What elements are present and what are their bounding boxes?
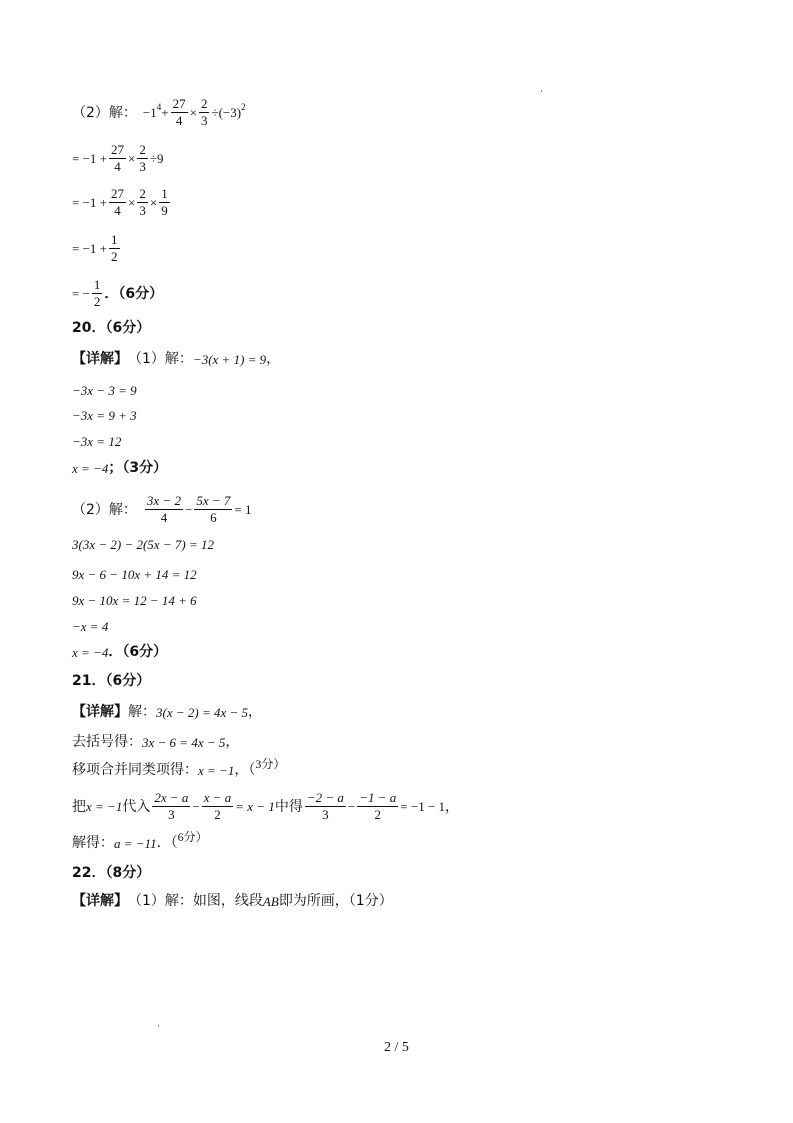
punctuation: ．（ <box>156 835 178 851</box>
equation: x = −1 <box>198 762 235 778</box>
solve-label: 解： <box>128 704 156 720</box>
equation-step: 9x − 6 − 10x + 14 = 12 <box>72 567 197 582</box>
equation: x = −4 <box>72 460 109 476</box>
step-text: 把 <box>72 798 86 815</box>
score-note: 6分） <box>177 830 208 844</box>
equation-step: −3x = 9 + 3 <box>72 408 137 423</box>
punctuation: ， <box>445 798 460 815</box>
step-text: 即为所画，（1分） <box>278 893 393 909</box>
step-text: = −1 + <box>72 241 107 257</box>
step-text: 9 <box>156 151 164 167</box>
fraction: $\frac{5x - 7}{6}$ <box>196 493 231 526</box>
fraction: $\frac{x - a}{2}$ <box>203 790 232 823</box>
step-line <box>72 187 172 219</box>
fraction: $\frac{27}{4}$ <box>111 186 124 219</box>
part2-label: （2）解： <box>72 501 137 518</box>
equation: = −1 − 1 <box>400 799 446 815</box>
times-sign: × <box>128 195 136 211</box>
divide-sign: ÷ <box>211 105 219 121</box>
part2-label: （2）解： <box>72 104 137 121</box>
divide-sign: ÷ <box>149 151 157 167</box>
q21-expand-line <box>72 735 239 749</box>
fraction: $\frac{-2 - a}{3}$ <box>306 790 344 823</box>
times-sign: × <box>149 195 158 211</box>
question-20-title: 20．（6分） <box>72 320 151 336</box>
score-note: ；（3分） <box>108 460 168 476</box>
equation-step: 3(3x − 2) − 2(5x − 7) = 12 <box>72 537 214 552</box>
q21-substitute-line <box>72 791 459 823</box>
equation: = 1 <box>234 502 252 518</box>
part2-problem <box>72 97 246 129</box>
q21-result-line <box>72 830 208 851</box>
score-note: ．（6分） <box>104 285 164 302</box>
step-label: 解得： <box>72 835 114 851</box>
detail-tag: 【详解】 <box>72 351 128 367</box>
step-label: 去括号得： <box>72 734 142 750</box>
part1-label: （1）解： <box>128 351 193 367</box>
minus-sign: − <box>192 799 200 815</box>
expr-term: $-1^4$ <box>142 101 162 121</box>
equation-step: −3x − 3 = 9 <box>72 383 137 398</box>
detail-tag: 【详解】 <box>72 893 128 909</box>
punctuation: ， <box>266 351 281 367</box>
equation-step <box>72 645 167 659</box>
fraction: $\frac{2}{3}$ <box>139 142 146 175</box>
minus-sign: − <box>184 502 193 518</box>
q20-part2-problem <box>72 494 251 526</box>
q21-detail-line <box>72 705 262 719</box>
times-sign: × <box>128 151 136 167</box>
minus-sign: − <box>347 799 356 815</box>
fraction: $\frac{2x - a}{3}$ <box>154 790 189 823</box>
step-text: = −1 + <box>72 151 107 167</box>
detail-tag: 【详解】 <box>72 704 128 720</box>
fraction: $\frac{2}{3}$ <box>139 186 146 219</box>
page-number: 2 / 5 <box>384 1040 409 1055</box>
question-21-title: 21．（6分） <box>72 673 151 689</box>
segment-label: AB <box>262 893 279 909</box>
question-22-title: 22．（8分） <box>72 865 151 881</box>
equation: x = −4 <box>72 644 109 660</box>
times-sign: × <box>189 105 197 121</box>
step-line <box>72 143 163 175</box>
equation-step: −x = 4 <box>72 619 109 634</box>
punctuation: ， <box>248 704 263 720</box>
fraction: $\frac{-1 - a}{2}$ <box>359 790 397 823</box>
fraction: $\frac{1}{2}$ <box>93 277 101 310</box>
step-line <box>72 233 122 265</box>
equation: −3(x + 1) = 9 <box>192 351 267 367</box>
step-label: 移项合并同类项得： <box>72 762 198 778</box>
punctuation: ，（ <box>234 762 256 778</box>
scan-speck <box>158 1025 159 1027</box>
equation-step <box>72 461 167 475</box>
q22-detail-line <box>72 894 393 908</box>
fraction: $\frac{1}{2}$ <box>111 232 118 265</box>
fraction: $\frac{27}{4}$ <box>172 96 186 129</box>
equation: 3(x − 2) = 4x − 5 <box>156 704 249 720</box>
expr-term: $(-3)^2$ <box>218 101 246 121</box>
step-text: 代入 <box>122 798 151 815</box>
equation: x = −1 <box>86 799 123 815</box>
equation: a = −11 <box>114 835 157 851</box>
step-text: = −1 + <box>72 195 107 211</box>
fraction: $\frac{2}{3}$ <box>200 96 208 129</box>
equation: = x − 1 <box>235 799 275 815</box>
equation: 3x − 6 = 4x − 5 <box>142 734 226 750</box>
step-line <box>72 278 163 310</box>
score-note: 3分） <box>255 757 286 771</box>
equation-step: −3x = 12 <box>72 434 122 449</box>
equation-step: 9x − 10x = 12 − 14 + 6 <box>72 593 197 608</box>
step-text: = − <box>72 286 90 302</box>
fraction: $\frac{1}{9}$ <box>161 186 168 219</box>
fraction: $\frac{27}{4}$ <box>111 142 124 175</box>
score-note: ．（6分） <box>108 644 168 660</box>
step-text: （1）解：如图，线段 <box>128 893 263 909</box>
plus-sign: + <box>161 105 169 121</box>
scan-speck <box>541 90 542 92</box>
q20-detail-line <box>72 352 280 366</box>
step-text: 中得 <box>274 798 303 815</box>
fraction: $\frac{3x - 2}{4}$ <box>146 493 181 526</box>
punctuation: ， <box>225 734 240 750</box>
q21-combine-line <box>72 757 286 778</box>
